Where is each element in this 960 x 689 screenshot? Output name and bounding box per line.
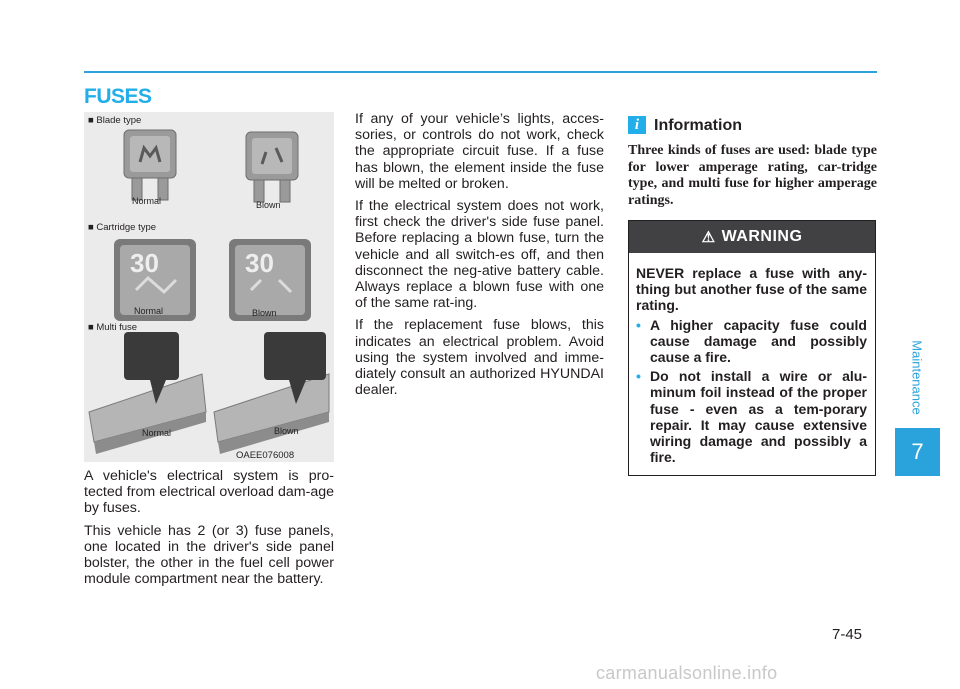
- warning-box: [628, 220, 876, 476]
- side-tab-text: Maintenance: [910, 340, 926, 415]
- top-rule: [84, 71, 877, 73]
- cartridge-blown-caption: Blown: [252, 308, 277, 318]
- blade-fuse-normal: [124, 130, 176, 200]
- bullet-icon: •: [636, 368, 641, 385]
- bullet-icon: •: [636, 316, 641, 333]
- page-number: 7-45: [832, 626, 863, 643]
- paragraph: A vehicle's electrical system is pro-tected from electrical overload dam-age by fuses.: [84, 468, 334, 517]
- paragraph: If the electrical system does not work, first check the driver's side fuse panel. Before replacing a blown fuse, turn the vehicle and all switch-es off, and then disconnect the neg-ative battery cable. Always replace a blown fuse with one of the same rat-ing.: [355, 198, 604, 312]
- blade-type-label: ■ Blade type: [88, 115, 142, 126]
- warning-intro: NEVER replace a fuse with any-thing but another fuse of the same rating.: [636, 265, 867, 314]
- multi-fuse-label: ■ Multi fuse: [88, 322, 138, 333]
- section-title: FUSES: [84, 85, 152, 108]
- watermark: carmanualsonline.info: [596, 663, 778, 683]
- cartridge-normal-caption: Normal: [134, 306, 164, 316]
- svg-text:30: 30: [130, 248, 159, 278]
- blade-normal-caption: Normal: [132, 196, 162, 206]
- blade-fuse-blown: [246, 132, 298, 202]
- fuse-illustration: [84, 112, 334, 462]
- svg-text:30: 30: [245, 248, 274, 278]
- column-1-text: [84, 468, 334, 593]
- figure-code: OAEE076008: [236, 450, 295, 461]
- paragraph: If any of your vehicle’s lights, acces-sories, or controls do not work, check the appropriate circuit fuse. If a fuse has blown, the element inside the fuse will be melted or broken.: [355, 111, 604, 192]
- list-item: • A higher capacity fuse could cause damage and possibly cause a fire.: [636, 316, 867, 366]
- information-title: Information: [654, 117, 742, 134]
- list-item: • Do not install a wire or alu-minum foil instead of the proper fuse - even as a tem-porary repair. It may cause extensive wiring damage and possibly a fire.: [636, 368, 867, 466]
- cartridge-type-label: ■ Cartridge type: [88, 222, 157, 233]
- information-body: Three kinds of fuses are used: blade type for lower amperage rating, car-tridge type, and multi fuse for higher amperage ratings.: [628, 143, 877, 208]
- blade-blown-caption: Blown: [256, 200, 281, 210]
- info-icon: i: [628, 116, 646, 134]
- column-2-text: [355, 111, 604, 404]
- chapter-number[interactable]: 7: [895, 428, 940, 476]
- warning-triangle-icon: ⚠: [701, 229, 716, 246]
- multi-blown-caption: Blown: [274, 426, 299, 436]
- multi-normal-caption: Normal: [142, 428, 172, 438]
- side-tab-label[interactable]: [895, 320, 940, 435]
- paragraph: This vehicle has 2 (or 3) fuse panels, one located in the driver's side panel bolster, the other in the fuel cell power module compartment near the battery.: [84, 522, 334, 588]
- warning-header: [629, 221, 875, 253]
- multi-fuse-blown: [214, 332, 329, 454]
- paragraph: If the replacement fuse blows, this indicates an electrical problem. Avoid using the system involved and imme-diately consult an authorized HYUNDAI dealer.: [355, 317, 604, 399]
- warning-title: WARNING: [721, 228, 803, 245]
- fuse-drawings: [84, 112, 334, 462]
- warning-body: [629, 253, 875, 465]
- warning-list: [636, 317, 867, 466]
